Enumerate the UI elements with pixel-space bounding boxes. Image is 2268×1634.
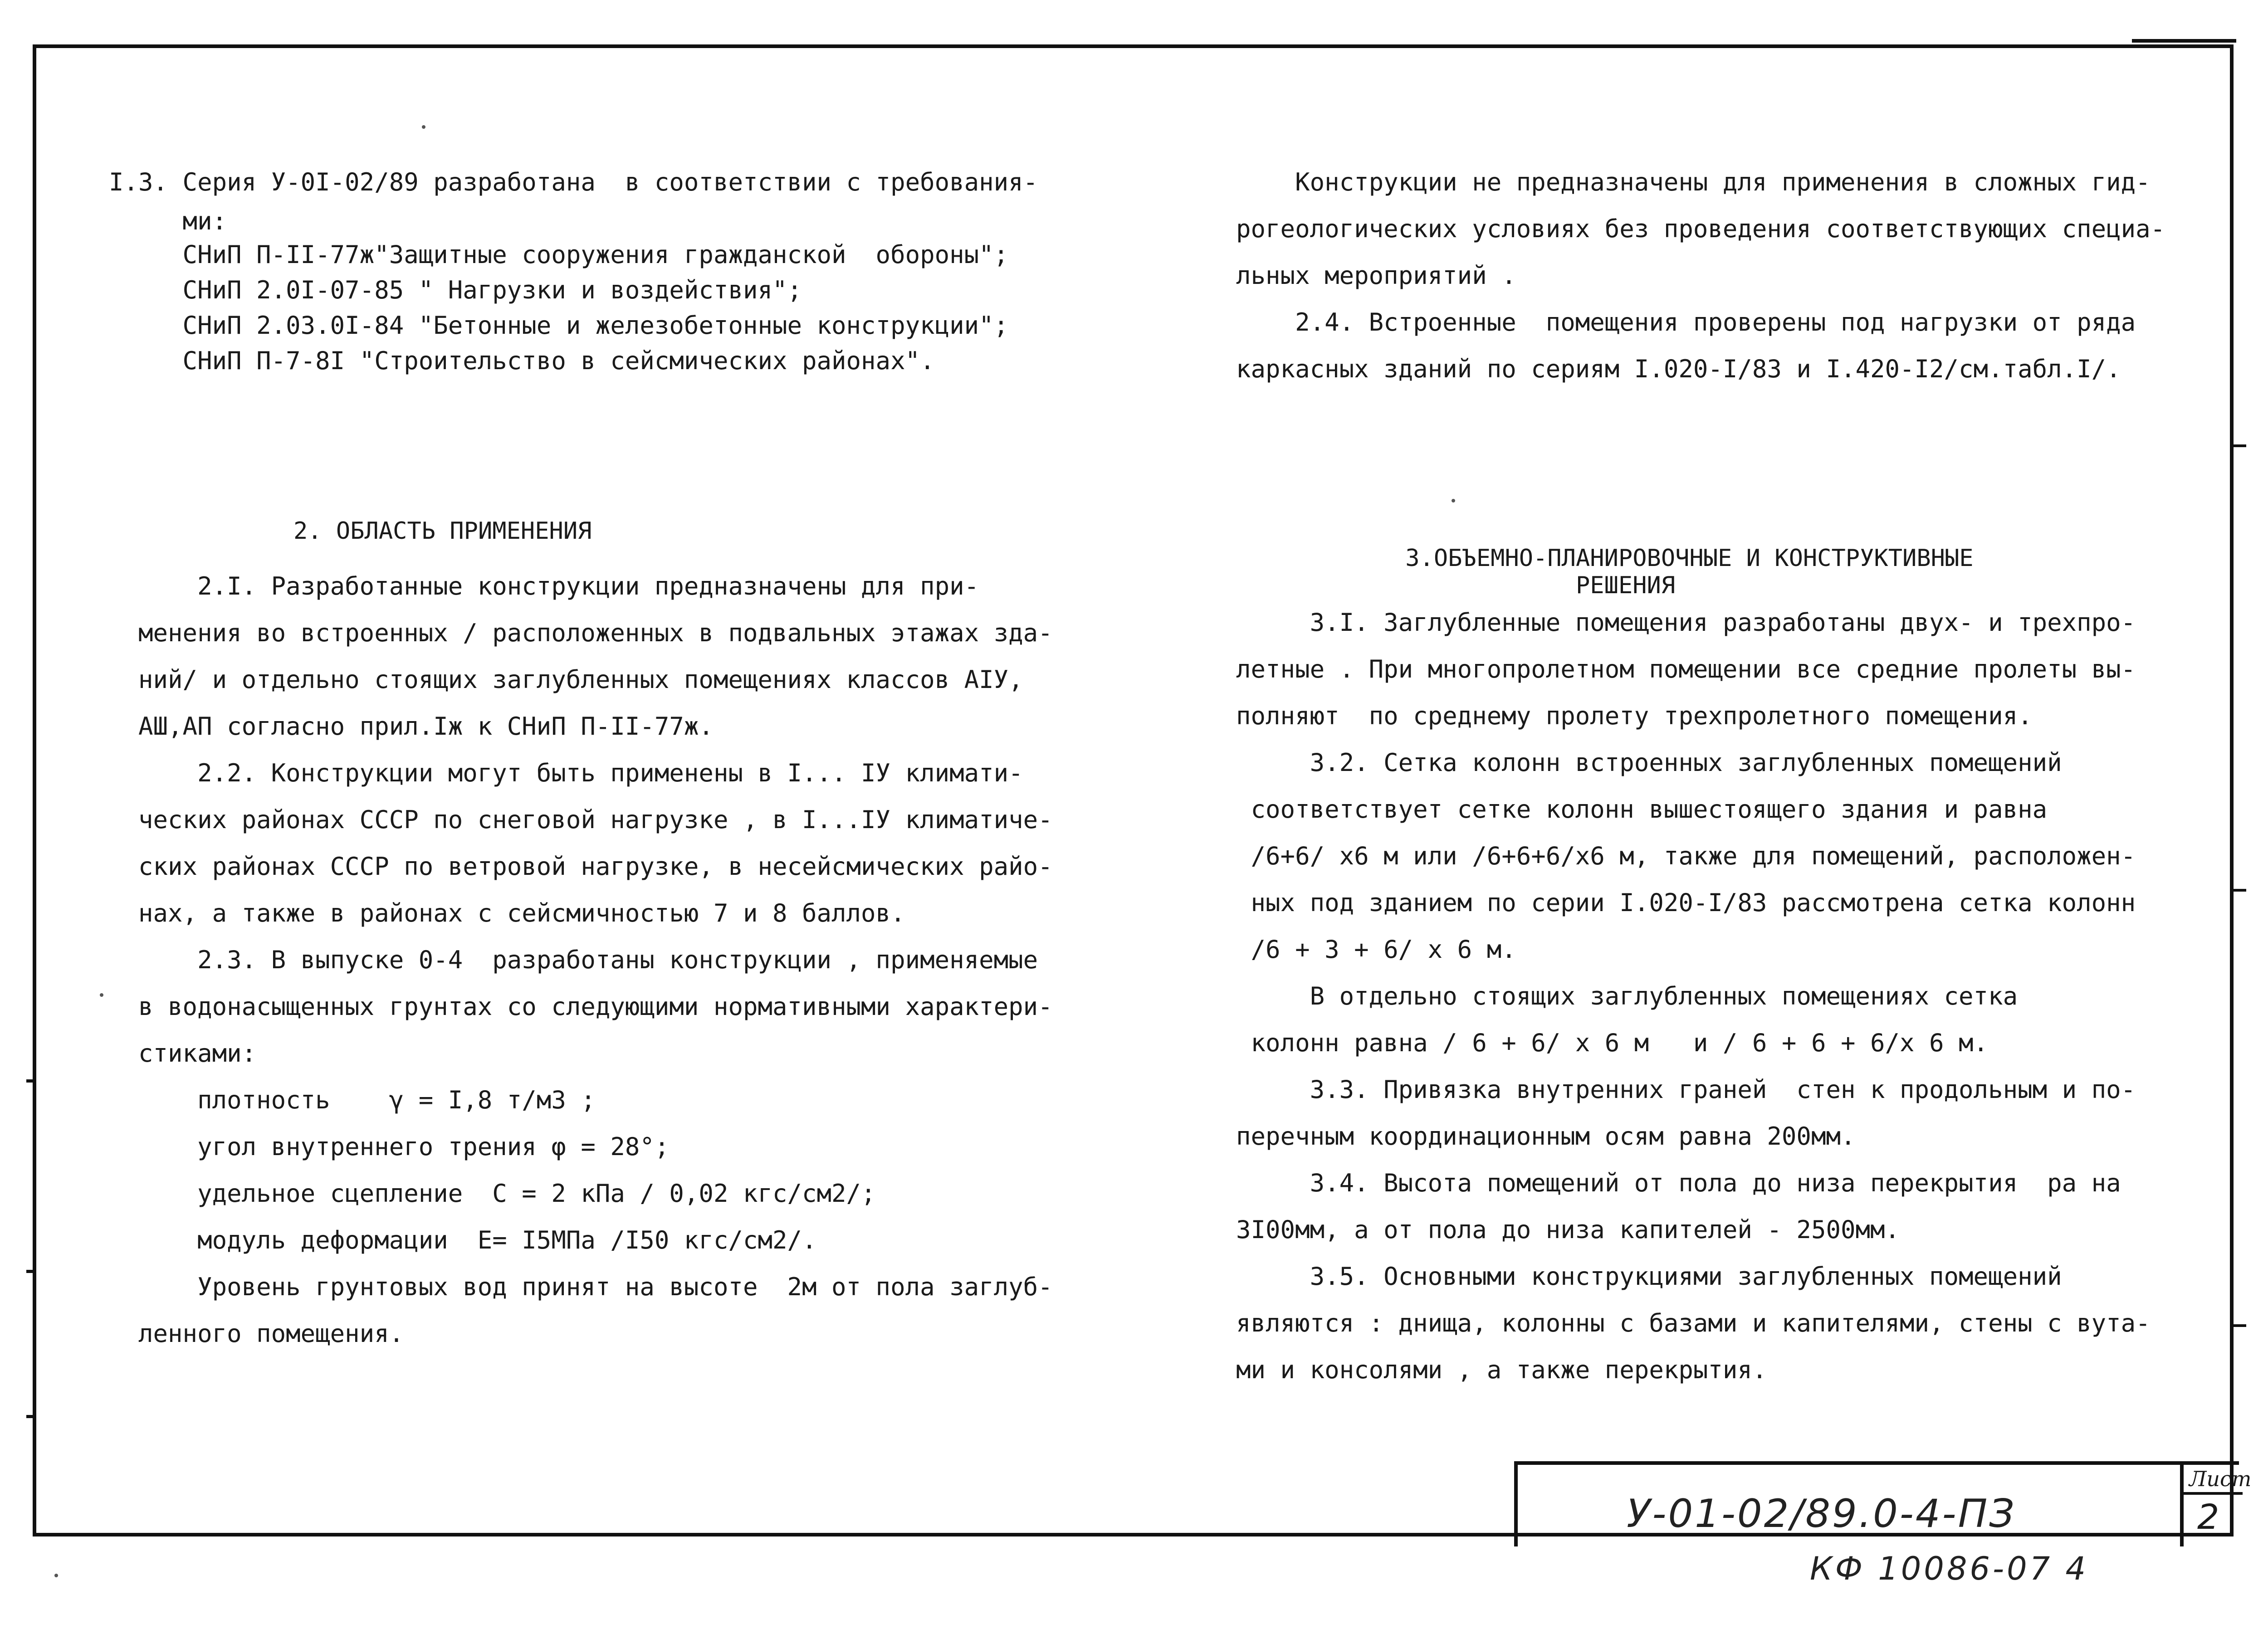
text-line: 2.2. Конструкции могут быть применены в I... IУ климати- — [109, 759, 1023, 787]
text-line: стиками: — [109, 1039, 257, 1068]
blank-line — [109, 472, 1052, 499]
text-line: ческих районах СССР по снеговой нагрузке , в I...IУ климатиче- — [109, 805, 1053, 834]
text-line: нах, а также в районах с сейсмичностью 7 и 8 баллов. — [109, 899, 905, 927]
section-3-heading: 3.ОБЪЕМНО-ПЛАНИРОВОЧНЫЕ И КОНСТРУКТИВНЫЕ — [1207, 545, 1974, 572]
text-line: рогеологических условиях без проведения соответствующих специа- — [1207, 215, 2165, 243]
text-line: 3.5. Основными конструкциями заглубленных помещений — [1207, 1262, 2062, 1291]
text-line: каркасных зданий по сериям I.020-I/83 и I.420-I2/см.табл.I/. — [1207, 355, 2121, 383]
blank-line — [1207, 439, 2168, 486]
text-line: в водонасыщенных грунтах со следующими нормативными характери- — [109, 992, 1053, 1021]
blank-line — [1207, 486, 2168, 545]
sheet-label: Лист — [2189, 1467, 2252, 1491]
text-line: Конструкции не предназначены для применения в сложных гид- — [1207, 168, 2151, 196]
frame-tick — [26, 1415, 36, 1418]
frame-tick — [2231, 1324, 2246, 1327]
right-text-column — [1207, 159, 2168, 1393]
text-line: /6+6/ х6 м или /6+6+6/х6 м, также для помещений, расположен- — [1207, 842, 2136, 870]
sheet-divider — [2184, 1492, 2243, 1495]
archive-number: КФ 10086-07 4 — [1810, 1550, 2089, 1587]
text-line: менения во встроенных / расположенных в подвальных этажах зда- — [109, 619, 1053, 647]
blank-line — [109, 379, 1052, 425]
text-line: 2.3. В выпуске 0-4 разработаны конструкции , применяемые — [109, 946, 1038, 974]
text-line: ми и консолями , а также перекрытия. — [1207, 1356, 1767, 1384]
text-line: ных под зданием по серии I.020-I/83 рассмотрена сетка колонн — [1207, 888, 2136, 917]
text-line: Уровень грунтовых вод принят на высоте 2м от пола заглуб- — [109, 1273, 1053, 1301]
title-block-divider — [2180, 1465, 2184, 1546]
blank-line — [109, 425, 1052, 472]
text-line: угол внутреннего трения φ = 28°; — [109, 1132, 670, 1161]
text-line: СНиП П-II-77ж"Защитные сооружения гражданской обороны"; — [109, 240, 1009, 269]
text-line: СНиП 2.0I-07-85 " Нагрузки и воздействия"; — [109, 276, 802, 304]
frame-tick — [26, 1270, 36, 1273]
frame-tick — [2231, 444, 2246, 447]
text-line: ний/ и отдельно стоящих заглубленных помещениях классов АIУ, — [109, 665, 1023, 694]
scan-speck — [100, 993, 103, 997]
text-line: ленного помещения. — [109, 1319, 404, 1348]
sheet-number: 2 — [2197, 1497, 2219, 1537]
text-line: СНиП 2.03.0I-84 "Бетонные и железобетонные конструкции"; — [109, 311, 1009, 340]
text-line: В отдельно стоящих заглубленных помещениях сетка — [1207, 982, 2018, 1010]
text-line: льных мероприятий . — [1207, 261, 1516, 290]
text-line: летные . При многопролетном помещении все средние пролеты вы- — [1207, 655, 2136, 683]
text-line: /6 + 3 + 6/ х 6 м. — [1207, 935, 1516, 964]
text-line: 2.I. Разработанные конструкции предназначены для при- — [109, 572, 979, 600]
document-code: У-01-02/89.0-4-ПЗ — [1627, 1491, 2016, 1536]
text-line: 3.I. Заглубленные помещения разработаны двух- и трехпро- — [1207, 608, 2136, 637]
scan-speck — [422, 125, 425, 129]
scan-speck — [54, 1574, 58, 1577]
text-line: перечным координационным осям равна 200мм. — [1207, 1122, 1856, 1151]
text-line: 3.2. Сетка колонн встроенных заглубленных помещений — [1207, 748, 2062, 777]
text-line: 3I00мм, а от пола до низа капителей - 2500мм. — [1207, 1215, 1900, 1244]
text-line: модуль деформации Е= I5МПа /I50 кгс/см2/. — [109, 1226, 817, 1254]
text-line: I.3. Серия У-0I-02/89 разработана в соответствии с требования- — [109, 168, 1038, 196]
text-line: 3.3. Привязка внутренних граней стен к продольным и по- — [1207, 1075, 2136, 1104]
text-line: АШ,АП согласно прил.Iж к СНиП П-II-77ж. — [109, 712, 714, 741]
left-text-column — [109, 159, 1052, 1357]
text-line: полняют по среднему пролету трехпролетного помещения. — [1207, 702, 2033, 730]
text-line: ми: — [109, 207, 227, 235]
text-line: плотность γ = I,8 т/м3 ; — [109, 1086, 596, 1114]
text-line: удельное сцепление С = 2 кПа / 0,02 кгс/см2/; — [109, 1179, 876, 1208]
text-line: ских районах СССР по ветровой нагрузке, в несейсмических райо- — [109, 852, 1053, 881]
text-line: колонн равна / 6 + 6/ х 6 м и / 6 + 6 + 6/х 6 м. — [1207, 1029, 1989, 1057]
title-block — [1514, 1461, 2252, 1546]
text-line: соответствует сетке колонн вышестоящего здания и равна — [1207, 795, 2048, 824]
section-2-heading: 2. ОБЛАСТЬ ПРИМЕНЕНИЯ — [109, 517, 592, 545]
text-line: 3.4. Высота помещений от пола до низа перекрытия ра на — [1207, 1169, 2121, 1197]
section-3-heading-cont: РЕШЕНИЯ — [1207, 572, 1676, 599]
text-line: СНиП П-7-8I "Строительство в сейсмических районах". — [109, 346, 935, 375]
frame-tick — [26, 1079, 36, 1083]
text-line: 2.4. Встроенные помещения проверены под нагрузки от ряда — [1207, 308, 2136, 337]
blank-line — [1207, 392, 2168, 439]
frame-top-extension — [2132, 39, 2236, 43]
frame-tick — [2231, 889, 2246, 892]
text-line: являются : днища, колонны с базами и капителями, стены с вута- — [1207, 1309, 2151, 1337]
